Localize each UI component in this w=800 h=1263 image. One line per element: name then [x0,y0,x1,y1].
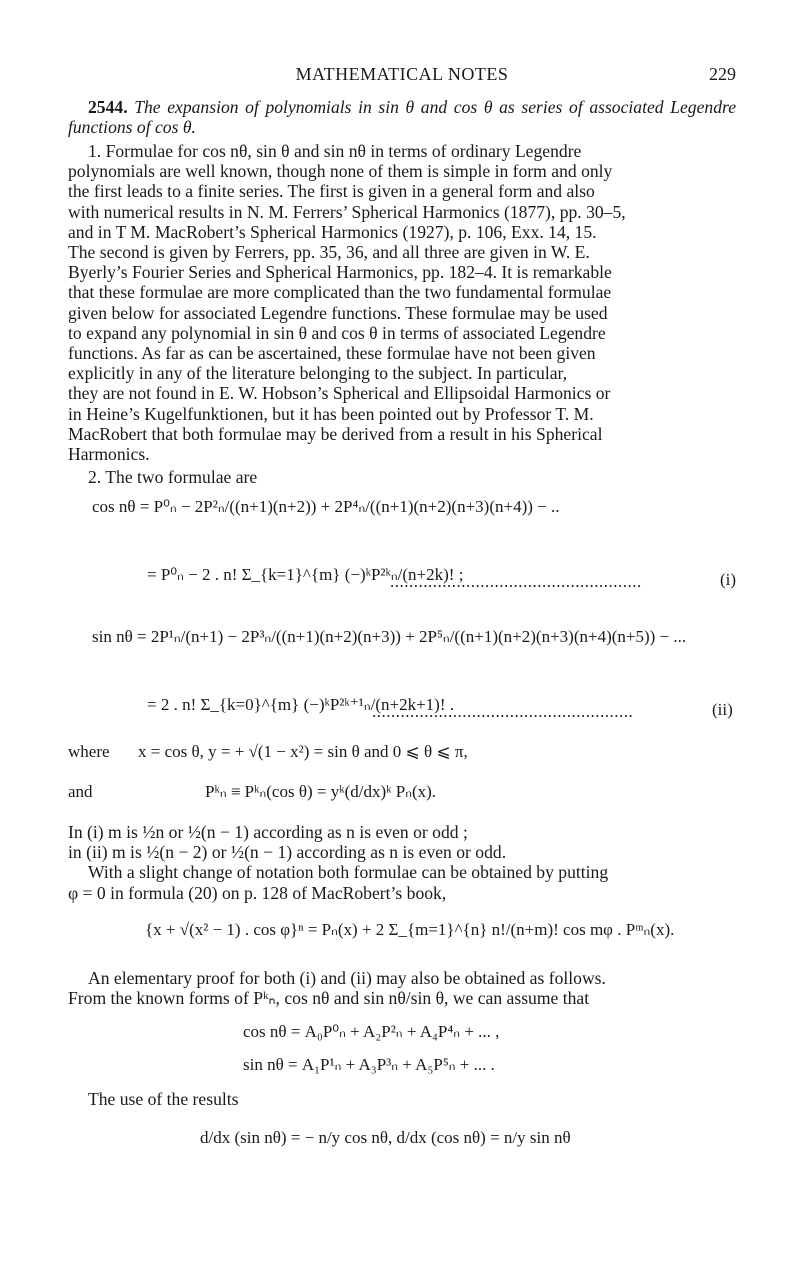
where-label: where [68,742,110,761]
results-intro [68,1089,736,1109]
where-definition: x = cos θ, y = + √(1 − x²) = sin θ and 0 ⩽ θ ⩽ π, [138,742,468,761]
eq-i-lhs: cos nθ [92,497,136,516]
s1-line-15: Harmonics. [68,444,150,465]
equation-i-line-2: = P⁰ₙ − 2 . n! Σ_{k=1}^{m} (−)ᵏP²ᵏₙ/(n+2k)! ; [147,565,464,584]
s1-line-13: in Heine’s Kugelfunktionen, but it has been pointed out by Professor T. M. [68,403,594,424]
s2-intro-text: 2. The two formulae are [88,467,258,487]
associated-legendre-definition: Pᵏₙ ≡ Pᵏₙ(cos θ) = yᵏ(d/dx)ᵏ Pₙ(x). [205,782,437,801]
equation-ii-line-2: = 2 . n! Σ_{k=0}^{m} (−)ᵏP²ᵏ⁺¹ₙ/(n+2k+1)! . [147,695,454,714]
m-line-i: In (i) m is ½n or ½(n − 1) according as n is even or odd ; [68,822,468,842]
equation-i-line-1 [92,497,559,517]
s1-line-14: MacRobert that both formulae may be derived from a result in his Spherical [68,423,603,444]
s1-line-6: Byerly’s Fourier Series and Spherical Harmonics, pp. 182–4. It is remarkable [68,262,612,283]
equation-ii-line-1 [92,627,686,647]
proof-line-0: An elementary proof for both (i) and (ii) may also be obtained as follows. [88,968,606,988]
assume-sin-expansion: sin nθ = A₁P¹ₙ + A₃P³ₙ + A₅P⁵ₙ + ... . [243,1055,495,1074]
eq-ii-lhs: sin nθ [92,627,133,646]
note-number: 2544. [88,97,128,117]
s1-line-10: functions. As far as can be ascertained, these formulae have not been given [68,343,596,364]
notation-line-1: φ = 0 in formula (20) on p. 128 of MacRobert’s book, [68,882,447,903]
s1-line-4: and in T M. MacRobert’s Spherical Harmonics (1927), p. 106, Exx. 14, 15. [68,221,597,242]
leader-dots-i: ..................................................... [390,572,642,591]
s1-line-11: explicitly in any of the literature belonging to the subject. In particular, [68,363,568,384]
leader-dots-ii: ....................................................... [372,702,634,721]
eq-ii-rhs-1: = 2P¹ₙ/(n+1) − 2P³ₙ/((n+1)(n+2)(n+3)) + 2P⁵ₙ/((n+1)(n+2)(n+3)(n+4)(n+5)) − ... [136,627,687,646]
running-title: MATHEMATICAL NOTES [295,64,509,84]
s1-line-12: they are not found in E. W. Hobson’s Spherical and Ellipsoidal Harmonics or [68,383,611,404]
eq-i-rhs-1: = P⁰ₙ − 2P²ₙ/((n+1)(n+2)) + 2P⁴ₙ/((n+1)(n+2)(n+3)(n+4)) − .. [139,497,560,516]
page-number: 229 [709,64,736,84]
note-heading [68,97,736,137]
proof-line-1: From the known forms of Pᵏₙ, cos nθ and sin nθ/sin θ, we can assume that [68,988,590,1009]
m-line-ii: in (ii) m is ½(n − 2) or ½(n − 1) according as n is even or odd. [68,842,507,863]
running-head [68,64,736,88]
section-1 [68,141,736,464]
s1-line-2: the first leads to a finite series. The first is given in a general form and also [68,181,595,202]
notation-line-0: With a slight change of notation both formulae can be obtained by putting [88,862,609,883]
assume-cos-expansion: cos nθ = A₀P⁰ₙ + A₂P²ₙ + A₄P⁴ₙ + ... , [243,1022,500,1041]
equation-label-i: (i) [720,570,737,589]
macrobert-formula: {x + √(x² − 1) . cos φ}ⁿ = Pₙ(x) + 2 Σ_{m=1}^{n} n!/(n+m)! cos mφ . Pᵐₙ(x). [145,920,675,939]
derivative-results: d/dx (sin nθ) = − n/y cos nθ, d/dx (cos nθ) = n/y sin nθ [200,1128,571,1147]
s1-line-1: polynomials are well known, though none of them is simple in form and only [68,161,613,182]
results-intro-text: The use of the results [88,1089,239,1109]
note-title: The expansion of polynomials in sin θ and cos θ as series of associated Legendre functions of cos θ. [68,97,736,138]
section-2-intro [68,467,736,487]
proof-paragraph [68,968,736,1008]
s1-line-9: to expand any polynomial in sin θ and cos θ in terms of associated Legendre [68,322,606,343]
m-conditions [68,822,736,903]
equation-label-ii: (ii) [712,700,733,719]
s1-line-0: 1. Formulae for cos nθ, sin θ and sin nθ in terms of ordinary Legendre [88,141,582,161]
s1-line-8: given below for associated Legendre functions. These formulae may be used [68,302,608,323]
s1-line-7: that these formulae are more complicated than the two fundamental formulae [68,282,612,303]
and-label: and [68,782,93,801]
s1-line-3: with numerical results in N. M. Ferrers’ Spherical Harmonics (1877), pp. 30–5, [68,201,626,222]
s1-line-5: The second is given by Ferrers, pp. 35, 36, and all three are given in W. E. [68,242,590,263]
